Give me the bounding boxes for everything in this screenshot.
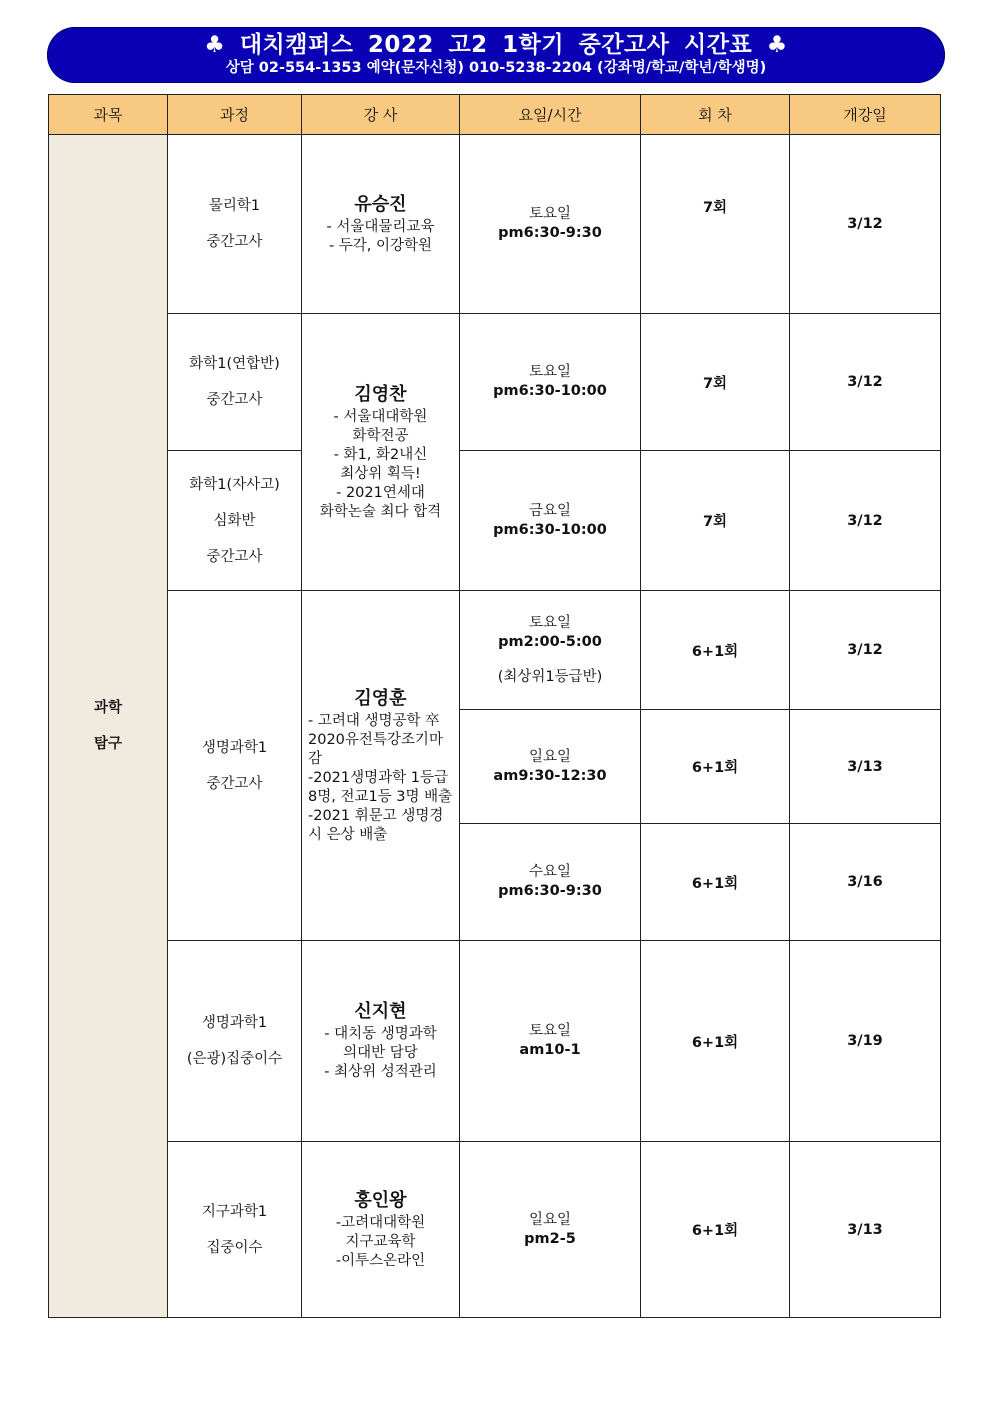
table-row bbox=[49, 314, 941, 451]
table-row bbox=[49, 1142, 941, 1318]
teacher-name: 홍인왕 bbox=[354, 1189, 407, 1211]
start-date-cell: 3/19 bbox=[790, 941, 941, 1142]
start-date-cell: 3/12 bbox=[790, 591, 941, 710]
teacher-desc: -고려대대학원 지구교육학 -이투스온라인 bbox=[335, 1214, 426, 1269]
start-date-cell: 3/13 bbox=[790, 1142, 941, 1318]
teacher-cell bbox=[302, 591, 460, 941]
page-title: ♣ 대치캠퍼스 2022 고2 1학기 중간고사 시간표 ♣ bbox=[204, 32, 788, 58]
course-cell: 화학1(자사고) 심화반 중간고사 bbox=[168, 451, 302, 591]
teacher-name: 김영찬 bbox=[354, 383, 407, 405]
column-header-subject: 과목 bbox=[49, 95, 168, 135]
time-cell: 일요일 pm2-5 bbox=[460, 1142, 641, 1318]
time-cell: 토요일 am10-1 bbox=[460, 941, 641, 1142]
subject-cell: 과학 탐구 bbox=[49, 135, 168, 1318]
time-cell: 토요일 pm6:30-9:30 bbox=[460, 135, 641, 314]
time-cell: 토요일 pm6:30-10:00 bbox=[460, 314, 641, 451]
teacher-desc: - 대치동 생명과학 의대반 담당 - 최상위 성적관리 bbox=[324, 1026, 437, 1080]
count-cell: 6+1회 bbox=[641, 1142, 790, 1318]
course-cell: 지구과학1 집중이수 bbox=[168, 1142, 302, 1318]
schedule-table bbox=[48, 94, 941, 1318]
table-row bbox=[49, 451, 941, 591]
table-row bbox=[49, 135, 941, 314]
course-cell: 화학1(연합반) 중간고사 bbox=[168, 314, 302, 451]
teacher-cell bbox=[302, 1142, 460, 1318]
count-cell: 6+1회 bbox=[641, 941, 790, 1142]
start-date-cell: 3/12 bbox=[790, 451, 941, 591]
course-cell: 물리학1 중간고사 bbox=[168, 135, 302, 314]
count-cell: 6+1회 bbox=[641, 591, 790, 710]
teacher-name: 김영훈 bbox=[354, 687, 407, 709]
column-header-start: 개강일 bbox=[790, 95, 941, 135]
time-cell: 일요일 am9:30-12:30 bbox=[460, 710, 641, 824]
start-date-cell: 3/13 bbox=[790, 710, 941, 824]
title-banner bbox=[47, 27, 945, 83]
count-cell: 6+1회 bbox=[641, 824, 790, 941]
teacher-name: 신지현 bbox=[354, 1001, 407, 1022]
count-cell: 7회 bbox=[641, 135, 790, 314]
start-date-cell: 3/12 bbox=[790, 314, 941, 451]
table-row bbox=[49, 941, 941, 1142]
course-cell: 생명과학1 중간고사 bbox=[168, 591, 302, 941]
table-header-row bbox=[49, 95, 941, 135]
teacher-desc: - 서울대물리교육 - 두각, 이강학원 bbox=[326, 218, 435, 254]
teacher-desc: - 서울대대학원 화학전공 - 화1, 화2내신 최상위 획득! - 2021연세대 화학논술 최다 합격 bbox=[319, 408, 442, 520]
column-header-time: 요일/시간 bbox=[460, 95, 641, 135]
start-date-cell: 3/12 bbox=[790, 135, 941, 314]
teacher-desc: - 고려대 생명공학 卒 2020유전특강조기마감 -2021생명과학 1등급 8명, 전교1등 3명 배출 -2021 휘문고 생명경 시 은상 배출 bbox=[308, 712, 453, 843]
time-cell: 수요일 pm6:30-9:30 bbox=[460, 824, 641, 941]
teacher-name: 유승진 bbox=[354, 193, 407, 215]
column-header-count: 회 차 bbox=[641, 95, 790, 135]
column-header-teacher: 강 사 bbox=[302, 95, 460, 135]
time-cell: 토요일 pm2:00-5:00 (최상위1등급반) bbox=[460, 591, 641, 710]
count-cell: 6+1회 bbox=[641, 710, 790, 824]
contact-info: 상담 02-554-1353 예약(문자신청) 010-5238-2204 (강좌명/학교/학년/학생명) bbox=[225, 60, 767, 76]
teacher-cell bbox=[302, 314, 460, 591]
count-cell: 7회 bbox=[641, 314, 790, 451]
table-row bbox=[49, 591, 941, 710]
time-cell: 금요일 pm6:30-10:00 bbox=[460, 451, 641, 591]
course-cell: 생명과학1 (은광)집중이수 bbox=[168, 941, 302, 1142]
column-header-course: 과정 bbox=[168, 95, 302, 135]
start-date-cell: 3/16 bbox=[790, 824, 941, 941]
count-cell: 7회 bbox=[641, 451, 790, 591]
teacher-cell bbox=[302, 941, 460, 1142]
teacher-cell bbox=[302, 135, 460, 314]
